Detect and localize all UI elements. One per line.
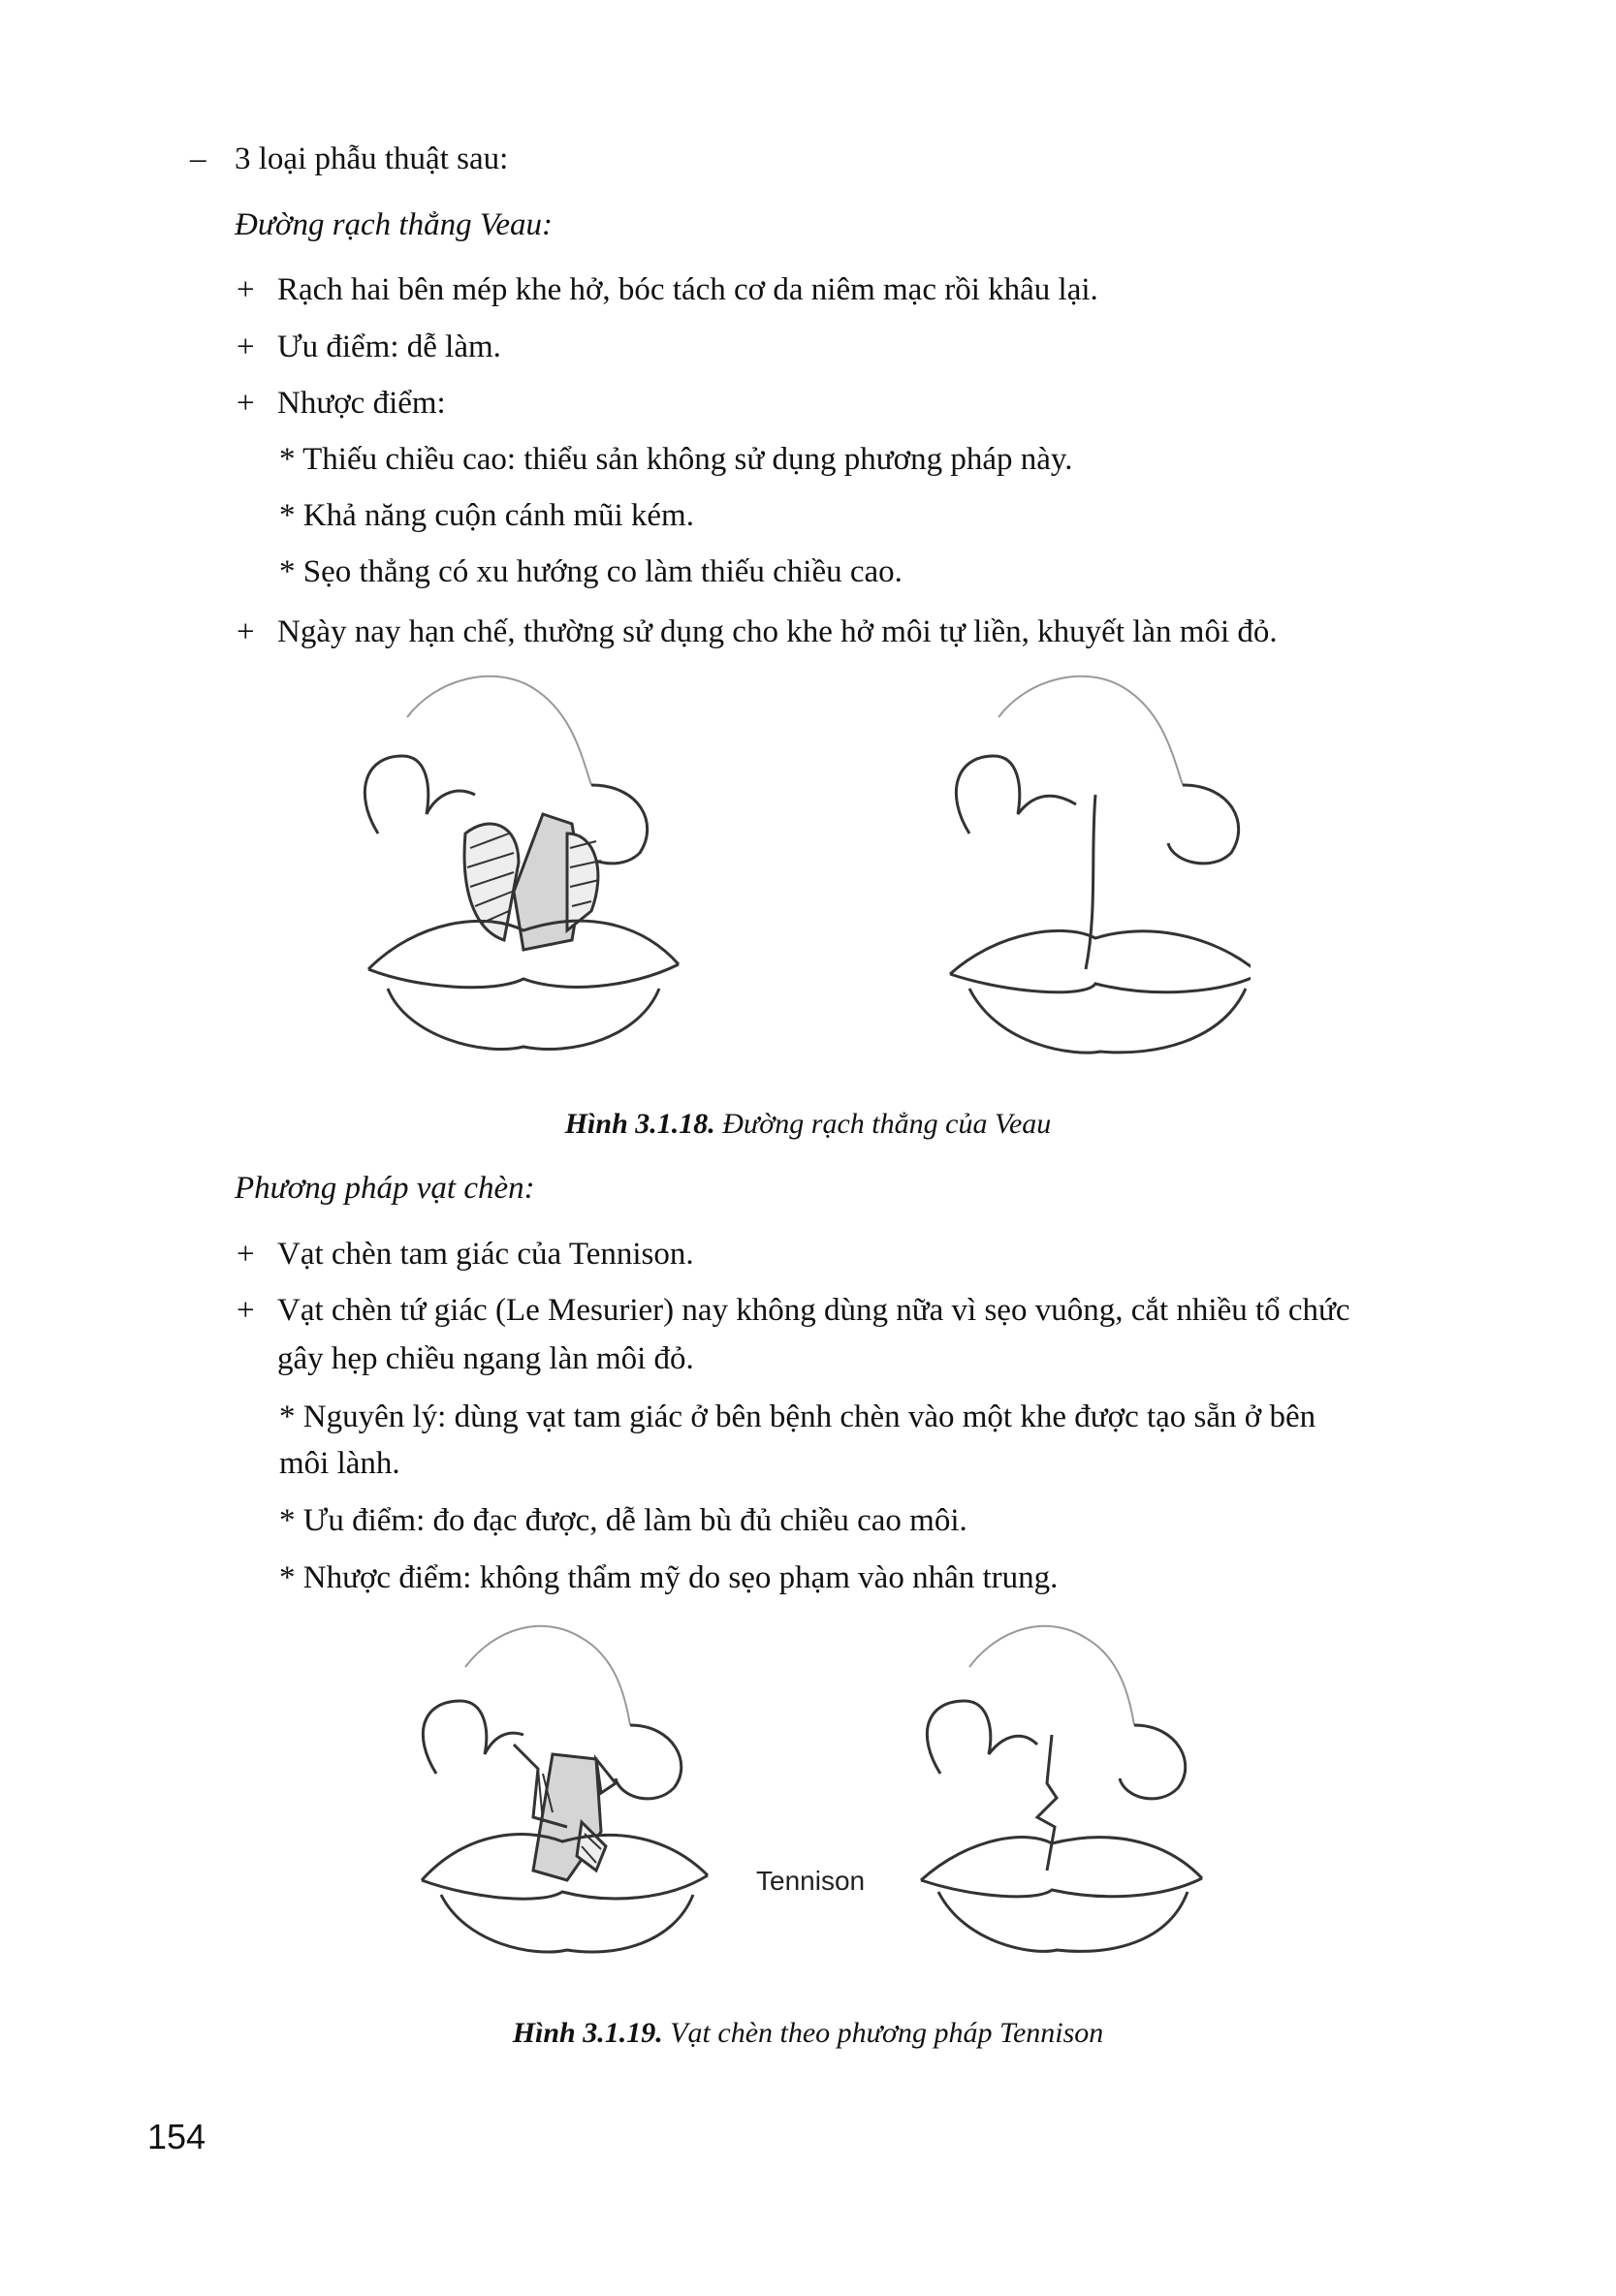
sub-item-continued: môi lành. (279, 1446, 400, 1481)
veau-preop-drawing (364, 676, 679, 1050)
sub-item: * Ưu điểm: đo đạc được, dễ làm bù đủ chiều cao môi. (279, 1503, 967, 1538)
sub-item: * Sẹo thẳng có xu hướng co làm thiếu chiều cao. (279, 554, 903, 589)
intro-text: 3 loại phẫu thuật sau: (235, 142, 509, 176)
bullet-text: Vạt chèn tam giác của Tennison. (277, 1237, 694, 1272)
bullet-marker: + (237, 1293, 255, 1328)
section1-heading: Đường rạch thẳng Veau: (235, 207, 553, 242)
figure1-caption (0, 1105, 1616, 1144)
bullet-text: Vạt chèn tứ giác (Le Mesurier) nay không dùng nữa vì sẹo vuông, cắt nhiều tổ chức (277, 1293, 1350, 1328)
sub-item: * Nguyên lý: dùng vạt tam giác ở bên bệnh chèn vào một khe được tạo sẵn ở bên (279, 1400, 1316, 1434)
bullet-text: Ưu điểm: dễ làm. (277, 330, 501, 364)
figure2-caption (0, 2014, 1616, 2053)
sub-item: * Thiếu chiều cao: thiểu sản không sử dụng phương pháp này. (279, 442, 1073, 477)
sub-item: * Khả năng cuộn cánh mũi kém. (279, 498, 694, 533)
figure1-label: Hình 3.1.18. (564, 1108, 715, 1140)
bullet-text-continued: gây hẹp chiều ngang làn môi đỏ. (277, 1341, 694, 1376)
figure-tennison-illustration (407, 1609, 1212, 1958)
bullet-marker: + (237, 272, 255, 307)
figure2-caption-text: Vạt chèn theo phương pháp Tennison (670, 2017, 1104, 2049)
dash-marker: – (190, 142, 206, 176)
tennison-label: Tennison (756, 1866, 866, 1896)
sub-item: * Nhược điểm: không thẩm mỹ do sẹo phạm vào nhân trung. (279, 1560, 1059, 1595)
bullet-marker: + (237, 1237, 255, 1272)
section2-heading: Phương pháp vạt chèn: (235, 1171, 535, 1206)
bullet-marker: + (237, 330, 255, 364)
bullet-text: Nhược điểm: (277, 386, 446, 421)
bullet-text: Rạch hai bên mép khe hở, bóc tách cơ da niêm mạc rồi khâu lại. (277, 272, 1098, 307)
veau-postop-drawing (950, 676, 1251, 1053)
figure-veau-illustration (349, 669, 1251, 1076)
bullet-text: Ngày nay hạn chế, thường sử dụng cho khe hở môi tự liền, khuyết làn môi đỏ. (277, 614, 1278, 649)
tennison-preop-drawing (422, 1626, 708, 1952)
figure1-caption-text: Đường rạch thẳng của Veau (722, 1108, 1052, 1140)
tennison-postop-drawing (921, 1626, 1202, 1952)
bullet-marker: + (237, 614, 255, 649)
bullet-marker: + (237, 386, 255, 421)
figure2-label: Hình 3.1.19. (512, 2017, 663, 2049)
page-number: 154 (147, 2117, 206, 2156)
